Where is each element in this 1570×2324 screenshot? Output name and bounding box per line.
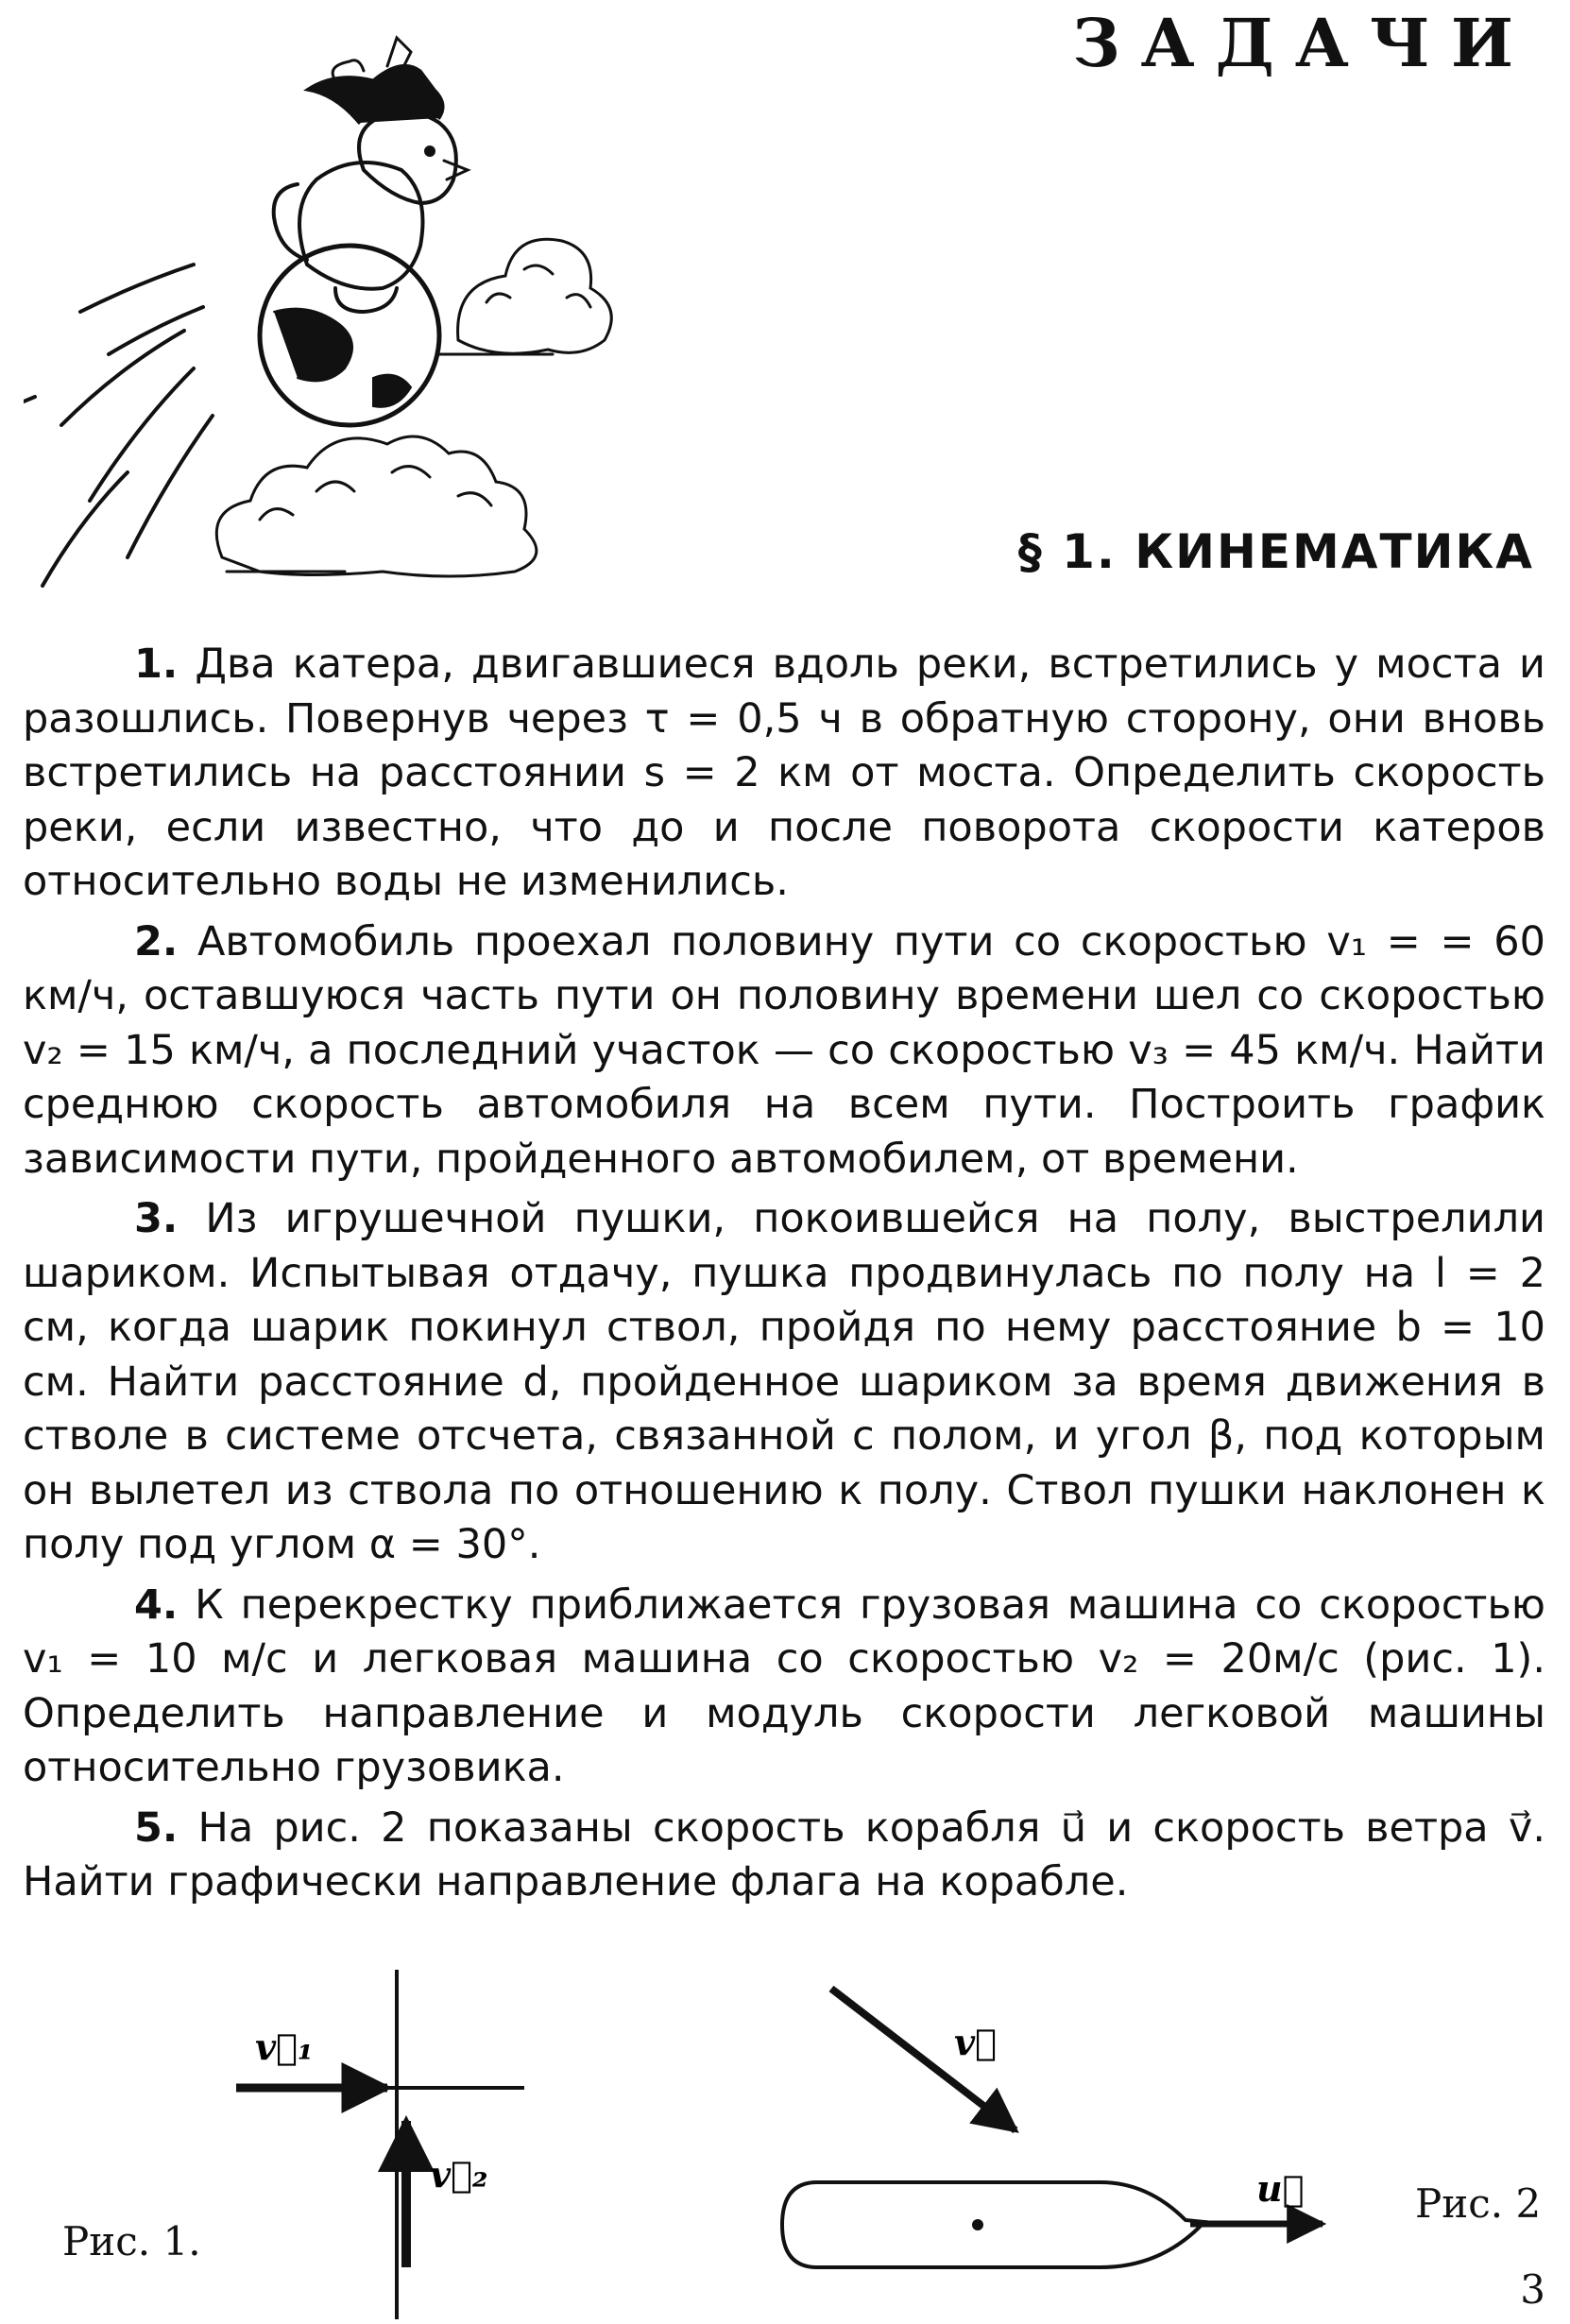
- problem-number: 1.: [134, 641, 179, 688]
- cartoon-character-on-globe-icon: [24, 28, 628, 595]
- figure-1-caption: Рис. 1.: [62, 2218, 201, 2264]
- figures-area: [0, 1956, 1570, 2324]
- figure-diagrams: [0, 1956, 1570, 2324]
- problem-number: 4.: [134, 1581, 179, 1629]
- label-v2: v⃗₂: [430, 2153, 488, 2196]
- problem-text: На рис. 2 показаны скорость корабля u⃗ и скорость ветра v⃗. Найти графически направление флага на корабле.: [23, 1803, 1545, 1905]
- ship-center-dot: [972, 2219, 983, 2230]
- problem-list: [23, 638, 1545, 1916]
- problem-number: 3.: [134, 1195, 179, 1242]
- label-v: v⃗: [954, 2021, 997, 2063]
- problem-4: [23, 1579, 1545, 1796]
- label-u: u⃗: [1256, 2167, 1305, 2210]
- problem-1: [23, 638, 1545, 910]
- figure-1-intersection: [236, 1970, 524, 2319]
- page-title: ЗАДАЧИ: [1072, 4, 1534, 82]
- section-title: § 1. КИНЕМАТИКА: [1017, 524, 1534, 579]
- page-number: 3: [1520, 2266, 1545, 2313]
- problem-number: 5.: [134, 1803, 179, 1852]
- problem-5: [23, 1802, 1545, 1910]
- figure-2-ship: [782, 1989, 1323, 2267]
- problem-2: [23, 915, 1545, 1188]
- label-v1: v⃗₁: [255, 2025, 314, 2068]
- figure-2-caption: Рис. 2: [1415, 2180, 1542, 2227]
- problem-text: Из игрушечной пушки, покоившейся на полу, выстрелили шариком. Испытывая отдачу, пушка продвинулась по полу на l = 2 см, когда шарик покинул ствол, пройдя по нему расстояние b = 10 см. Найти расстояние d, пройденное шариком за время движения в стволе в системе отсчета, связанной с полом, и угол β, под которым он вылетел из ствола по отношению к полу. Ствол пушки наклонен к полу под углом α = 30°.: [23, 1195, 1546, 1568]
- problem-3: [23, 1192, 1545, 1573]
- problem-text: Автомобиль проехал половину пути со скоростью v₁ = = 60 км/ч, оставшуюся часть пути он половину времени шел со скоростью v₂ = 15 км/ч, а последний участок — со скоростью v₃ = 45 км/ч. Найти среднюю скорость автомобиля на всем пути. Построить график зависимости пути, пройденного автомобилем, от времени.: [23, 917, 1545, 1183]
- ship-hull: [782, 2182, 1204, 2267]
- problem-text: К перекрестку приближается грузовая машина со скоростью v₁ = 10 м/с и легковая машина со скоростью v₂ = 20м/с (рис. 1). Определить направление и модуль скорости легковой машины относительно грузовика.: [23, 1581, 1545, 1791]
- problem-number: 2.: [134, 917, 179, 965]
- problem-text: Два катера, двигавшиеся вдоль реки, встретились у моста и разошлись. Повернув через τ = 0,5 ч в обратную сторону, они вновь встретились на расстоянии s = 2 км от моста. Определить скорость реки, если известно, что до и после поворота скорости катеров относительно воды не изменились.: [23, 641, 1545, 905]
